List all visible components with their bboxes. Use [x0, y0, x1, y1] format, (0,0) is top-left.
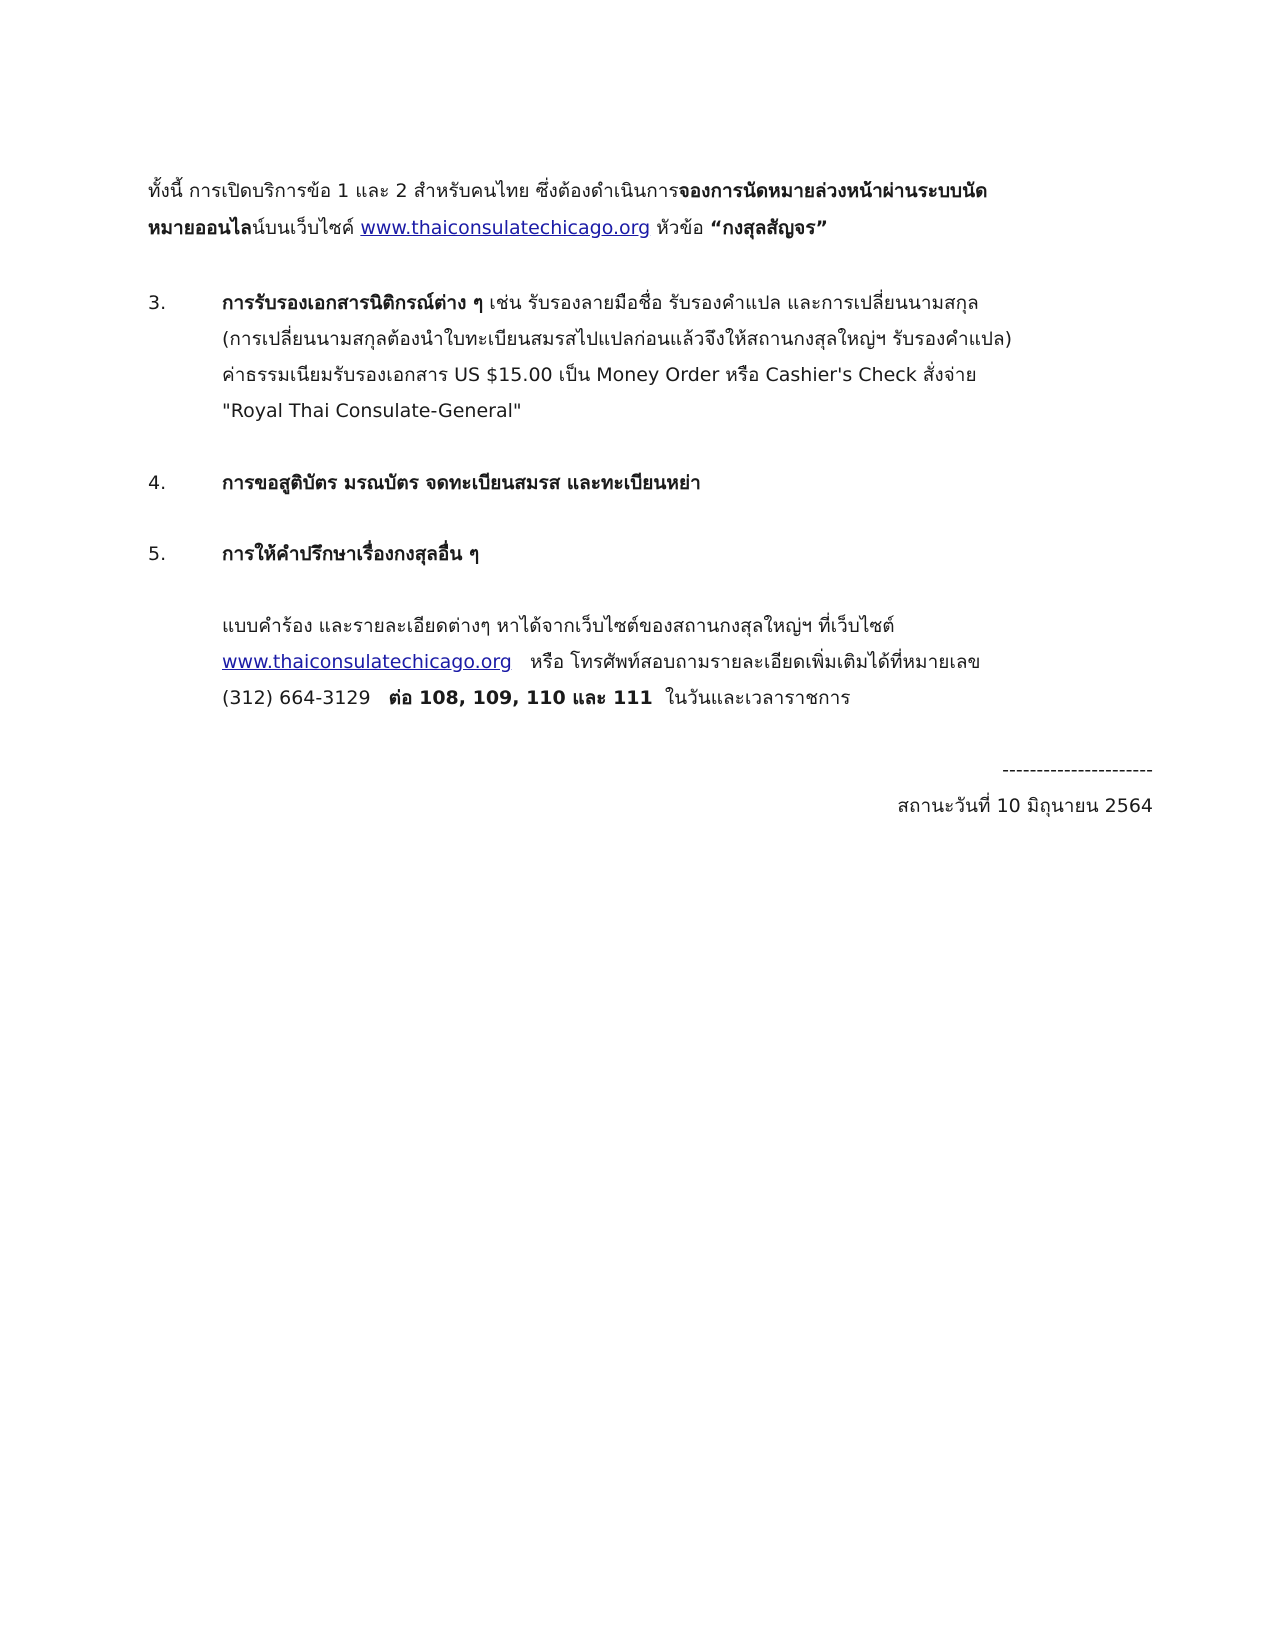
- intro-mid-text: น์บนเว็บไซค์: [251, 217, 355, 239]
- intro-bold-text: จองการนัดหมายล่วงหน้าผ่านระบบนัด: [678, 180, 988, 202]
- item-3-line-2: (การเปลี่ยนนามสกุลต้องนำใบทะเบียนสมรสไปแปลก่อนแล้วจึงให้สถานกงสุลใหญ่ฯ รับรองคำแปล): [222, 328, 1013, 350]
- phone-extensions: ต่อ 108, 109, 110 และ 111: [388, 687, 653, 709]
- topic-name: “กงสุลสัญจร”: [709, 217, 829, 239]
- item-4-number: 4.: [148, 472, 167, 494]
- intro-line-2: [148, 215, 828, 241]
- consulate-website-link-2[interactable]: www.thaiconsulatechicago.org: [222, 651, 512, 673]
- footer-separator: ----------------------: [1002, 759, 1153, 781]
- item-3-line-1: [222, 290, 979, 316]
- consulate-website-link[interactable]: www.thaiconsulatechicago.org: [360, 217, 651, 239]
- item-5-number: 5.: [148, 543, 167, 565]
- item-5-title: การให้คำปรึกษาเรื่องกงสุลอื่น ๆ: [222, 543, 480, 565]
- item-3-line-4: "Royal Thai Consulate-General": [222, 400, 522, 422]
- intro-line-1: [148, 178, 987, 204]
- contact-line-3: [222, 685, 850, 711]
- item-3-title-suffix: เช่น รับรองลายมือชื่อ รับรองคำแปล และการเปลี่ยนนามสกุล: [489, 292, 979, 314]
- contact-line-2: [222, 649, 981, 675]
- status-date: สถานะวันที่ 10 มิถุนายน 2564: [897, 795, 1153, 817]
- contact-line-1: แบบคำร้อง และรายละเอียดต่างๆ หาได้จากเว็บไซต์ของสถานกงสุลใหญ่ฯ ที่เว็บไซต์: [222, 615, 895, 637]
- item-3-number: 3.: [148, 292, 167, 314]
- item-3-title: การรับรองเอกสารนิติกรณ์ต่าง ๆ: [222, 292, 484, 314]
- phone-number: (312) 664-3129: [222, 687, 371, 709]
- office-hours: ในวันและเวลาราชการ: [664, 687, 851, 709]
- item-3-line-3: ค่าธรรมเนียมรับรองเอกสาร US $15.00 เป็น Money Order หรือ Cashier's Check สั่งจ่าย: [222, 364, 977, 386]
- intro-text: ทั้งนี้ การเปิดบริการข้อ 1 และ 2 สำหรับคนไทย ซึ่งต้องดำเนินการ: [148, 180, 679, 202]
- contact-line-2-text: หรือ โทรศัพท์สอบถามรายละเอียดเพิ่มเติมได้ที่หมายเลข: [529, 651, 981, 673]
- item-4-title: การขอสูติบัตร มรณบัตร จดทะเบียนสมรส และทะเบียนหย่า: [222, 472, 701, 494]
- topic-label: หัวข้อ: [656, 217, 704, 239]
- intro-bold-text-cont: หมายออนไล: [148, 217, 252, 239]
